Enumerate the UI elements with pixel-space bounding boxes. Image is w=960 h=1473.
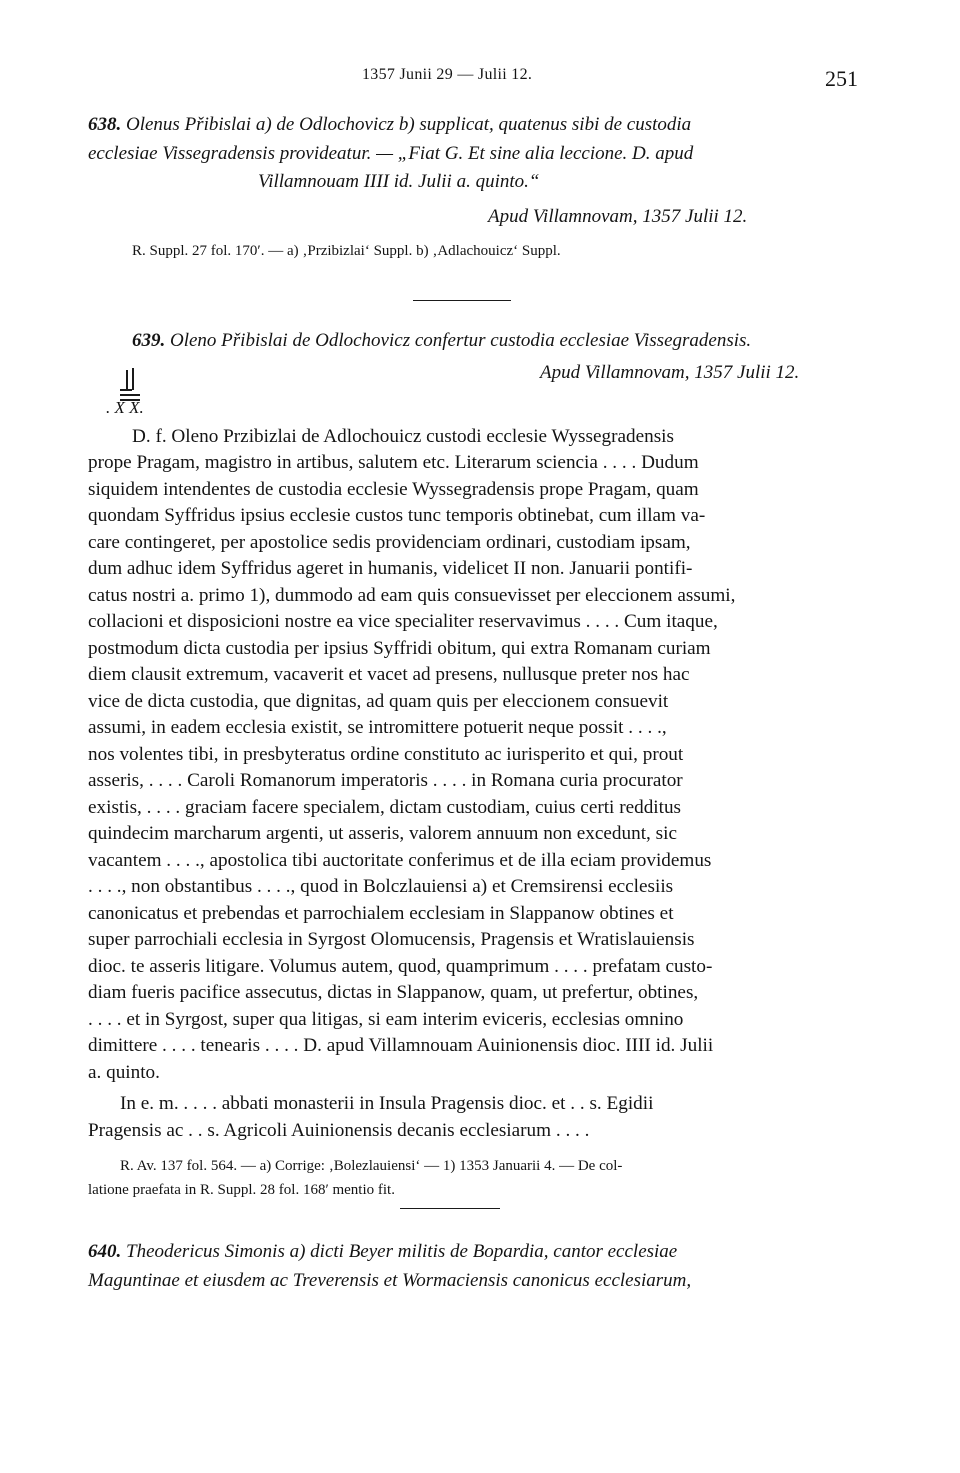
sigla-text: . X X.: [106, 398, 144, 417]
entry-639-heading: [132, 330, 751, 352]
body-line: postmodum dicta custodia per ipsius Syffridi obitum, qui extra Romanam curiam: [88, 638, 711, 659]
entry-638-line-2: ecclesiae Vissegradensis provideatur. — „Fiat G. Et sine alia leccione. D. apud: [88, 143, 694, 164]
body-line: quindecim marcharum argenti, ut asseris, valorem annuum non excedunt, sic: [88, 823, 677, 844]
entry-640-text: Theodericus Simonis a) dicti Beyer militis de Bopardia, cantor ecclesiae: [126, 1241, 678, 1262]
entry-639-place-date: Apud Villamnovam, 1357 Julii 12.: [540, 362, 800, 383]
body-line: . . . . et in Syrgost, super qua litigas, si eam interim eviceris, ecclesias omnino: [88, 1009, 684, 1030]
entry-640-line-2: Maguntinae et eiusdem ac Treverensis et Wormaciensis canonicus ecclesiarum,: [88, 1270, 692, 1291]
body-line: . . . ., non obstantibus . . . ., quod in Bolczlauiensi a) et Cremsirensi ecclesiis: [88, 876, 674, 897]
body-line: nos volentes tibi, in presbyteratus ordine constituto ac iurisperito et qui, prout: [88, 744, 684, 765]
body-line: care contingeret, per apostolice sedis providenciam ordinari, custodiam ipsam,: [88, 532, 691, 553]
entry-640-number: 640.: [88, 1241, 122, 1262]
body-line: canonicatus et prebendas et parrochialem ecclesiam in Slappanow obtines et: [88, 903, 674, 924]
body-line: diam fueris pacifice assecutus, dictas in Slappanow, quam, ut prefertur, obtines,: [88, 982, 699, 1003]
entry-638-text: Olenus Přibislai a) de Odlochovicz b) supplicat, quatenus sibi de custodia: [126, 114, 692, 135]
entry-639-footnote-line: R. Av. 137 fol. 564. — a) Corrige: ‚Bolezlauiensi‘ — 1) 1353 Januarii 4. — De col-: [120, 1158, 623, 1174]
entry-639-number: 639.: [132, 330, 166, 351]
body-line: vice de dicta custodia, que dignitas, ad quam quis per eleccionem consuevit: [88, 691, 669, 712]
page-number: 251: [825, 66, 858, 91]
entry-638-footnote: R. Suppl. 27 fol. 170′. — a) ‚Przibizlai‘ Suppl. b) ‚Adlachouicz‘ Suppl.: [132, 243, 561, 259]
body-line: siquidem intendentes de custodia ecclesie Wyssegradensis prope Pragam, quam: [88, 479, 699, 500]
body-line: super parrochiali ecclesia in Syrgost Olomucensis, Pragensis et Wratislauiensis: [88, 929, 695, 950]
entry-640-line-1: [88, 1241, 677, 1263]
in-eundem-modum-line: Pragensis ac . . s. Agricoli Auinionensis decanis ecclesiarum . . . .: [88, 1120, 590, 1141]
body-line: quondam Syffridus ipsius ecclesie custos tunc temporis obtinebat, cum illam va-: [88, 505, 706, 526]
entry-638-line-3: Villamnouam IIII id. Julii a. quinto.“: [258, 171, 540, 192]
entry-639-footnote-line: latione praefata in R. Suppl. 28 fol. 168′ mentio fit.: [88, 1182, 395, 1198]
body-line: existis, . . . . graciam facere specialem, dictam custodiam, cuius certi redditus: [88, 797, 682, 818]
body-line: dimittere . . . . tenearis . . . . D. apud Villamnouam Auinionensis dioc. IIII id. Julii: [88, 1035, 714, 1056]
body-line: a. quinto.: [88, 1062, 160, 1083]
running-head: 1357 Junii 29 — Julii 12.: [362, 66, 533, 83]
body-line: prope Pragam, magistro in artibus, salutem etc. Literarum sciencia . . . . Dudum: [88, 452, 699, 473]
entry-638-line-1: [88, 114, 691, 136]
body-line: collacioni et disposicioni nostre ea vice specialiter reservavimus . . . . Cum itaque,: [88, 611, 718, 632]
section-rule: [413, 300, 511, 301]
body-line: asseris, . . . . Caroli Romanorum imperatoris . . . . in Romana curia procurator: [88, 770, 683, 791]
entry-639-title: Oleno Přibislai de Odlochovicz confertur custodia ecclesiae Vissegradensis.: [170, 330, 752, 351]
section-rule: [400, 1208, 500, 1209]
body-line: dum adhuc idem Syffridus ageret in humanis, videlicet II non. Januarii pontifi-: [88, 558, 693, 579]
entry-638-number: 638.: [88, 114, 122, 135]
sigla-mark: [106, 368, 146, 420]
body-line: D. f. Oleno Przibizlai de Adlochouicz custodi ecclesie Wyssegradensis: [132, 426, 674, 447]
body-line: catus nostri a. primo 1), dummodo ad eam quis consuevisset per eleccionem assumi,: [88, 585, 736, 606]
body-line: dioc. te asseris litigare. Volumus autem, quod, quamprimum . . . . prefatam custo-: [88, 956, 713, 977]
body-line: vacantem . . . ., apostolica tibi auctoritate conferimus et de illa eciam providemus: [88, 850, 712, 871]
entry-638-place-date: Apud Villamnovam, 1357 Julii 12.: [488, 206, 748, 227]
body-line: diem clausit extremum, vacaverit et vacet ad presens, nullusque preter nos hac: [88, 664, 690, 685]
body-line: assumi, in eadem ecclesia existit, se intromittere potuerit neque possit . . . .,: [88, 717, 667, 738]
in-eundem-modum-line: In e. m. . . . . abbati monasterii in Insula Pragensis dioc. et . . s. Egidii: [120, 1093, 654, 1114]
